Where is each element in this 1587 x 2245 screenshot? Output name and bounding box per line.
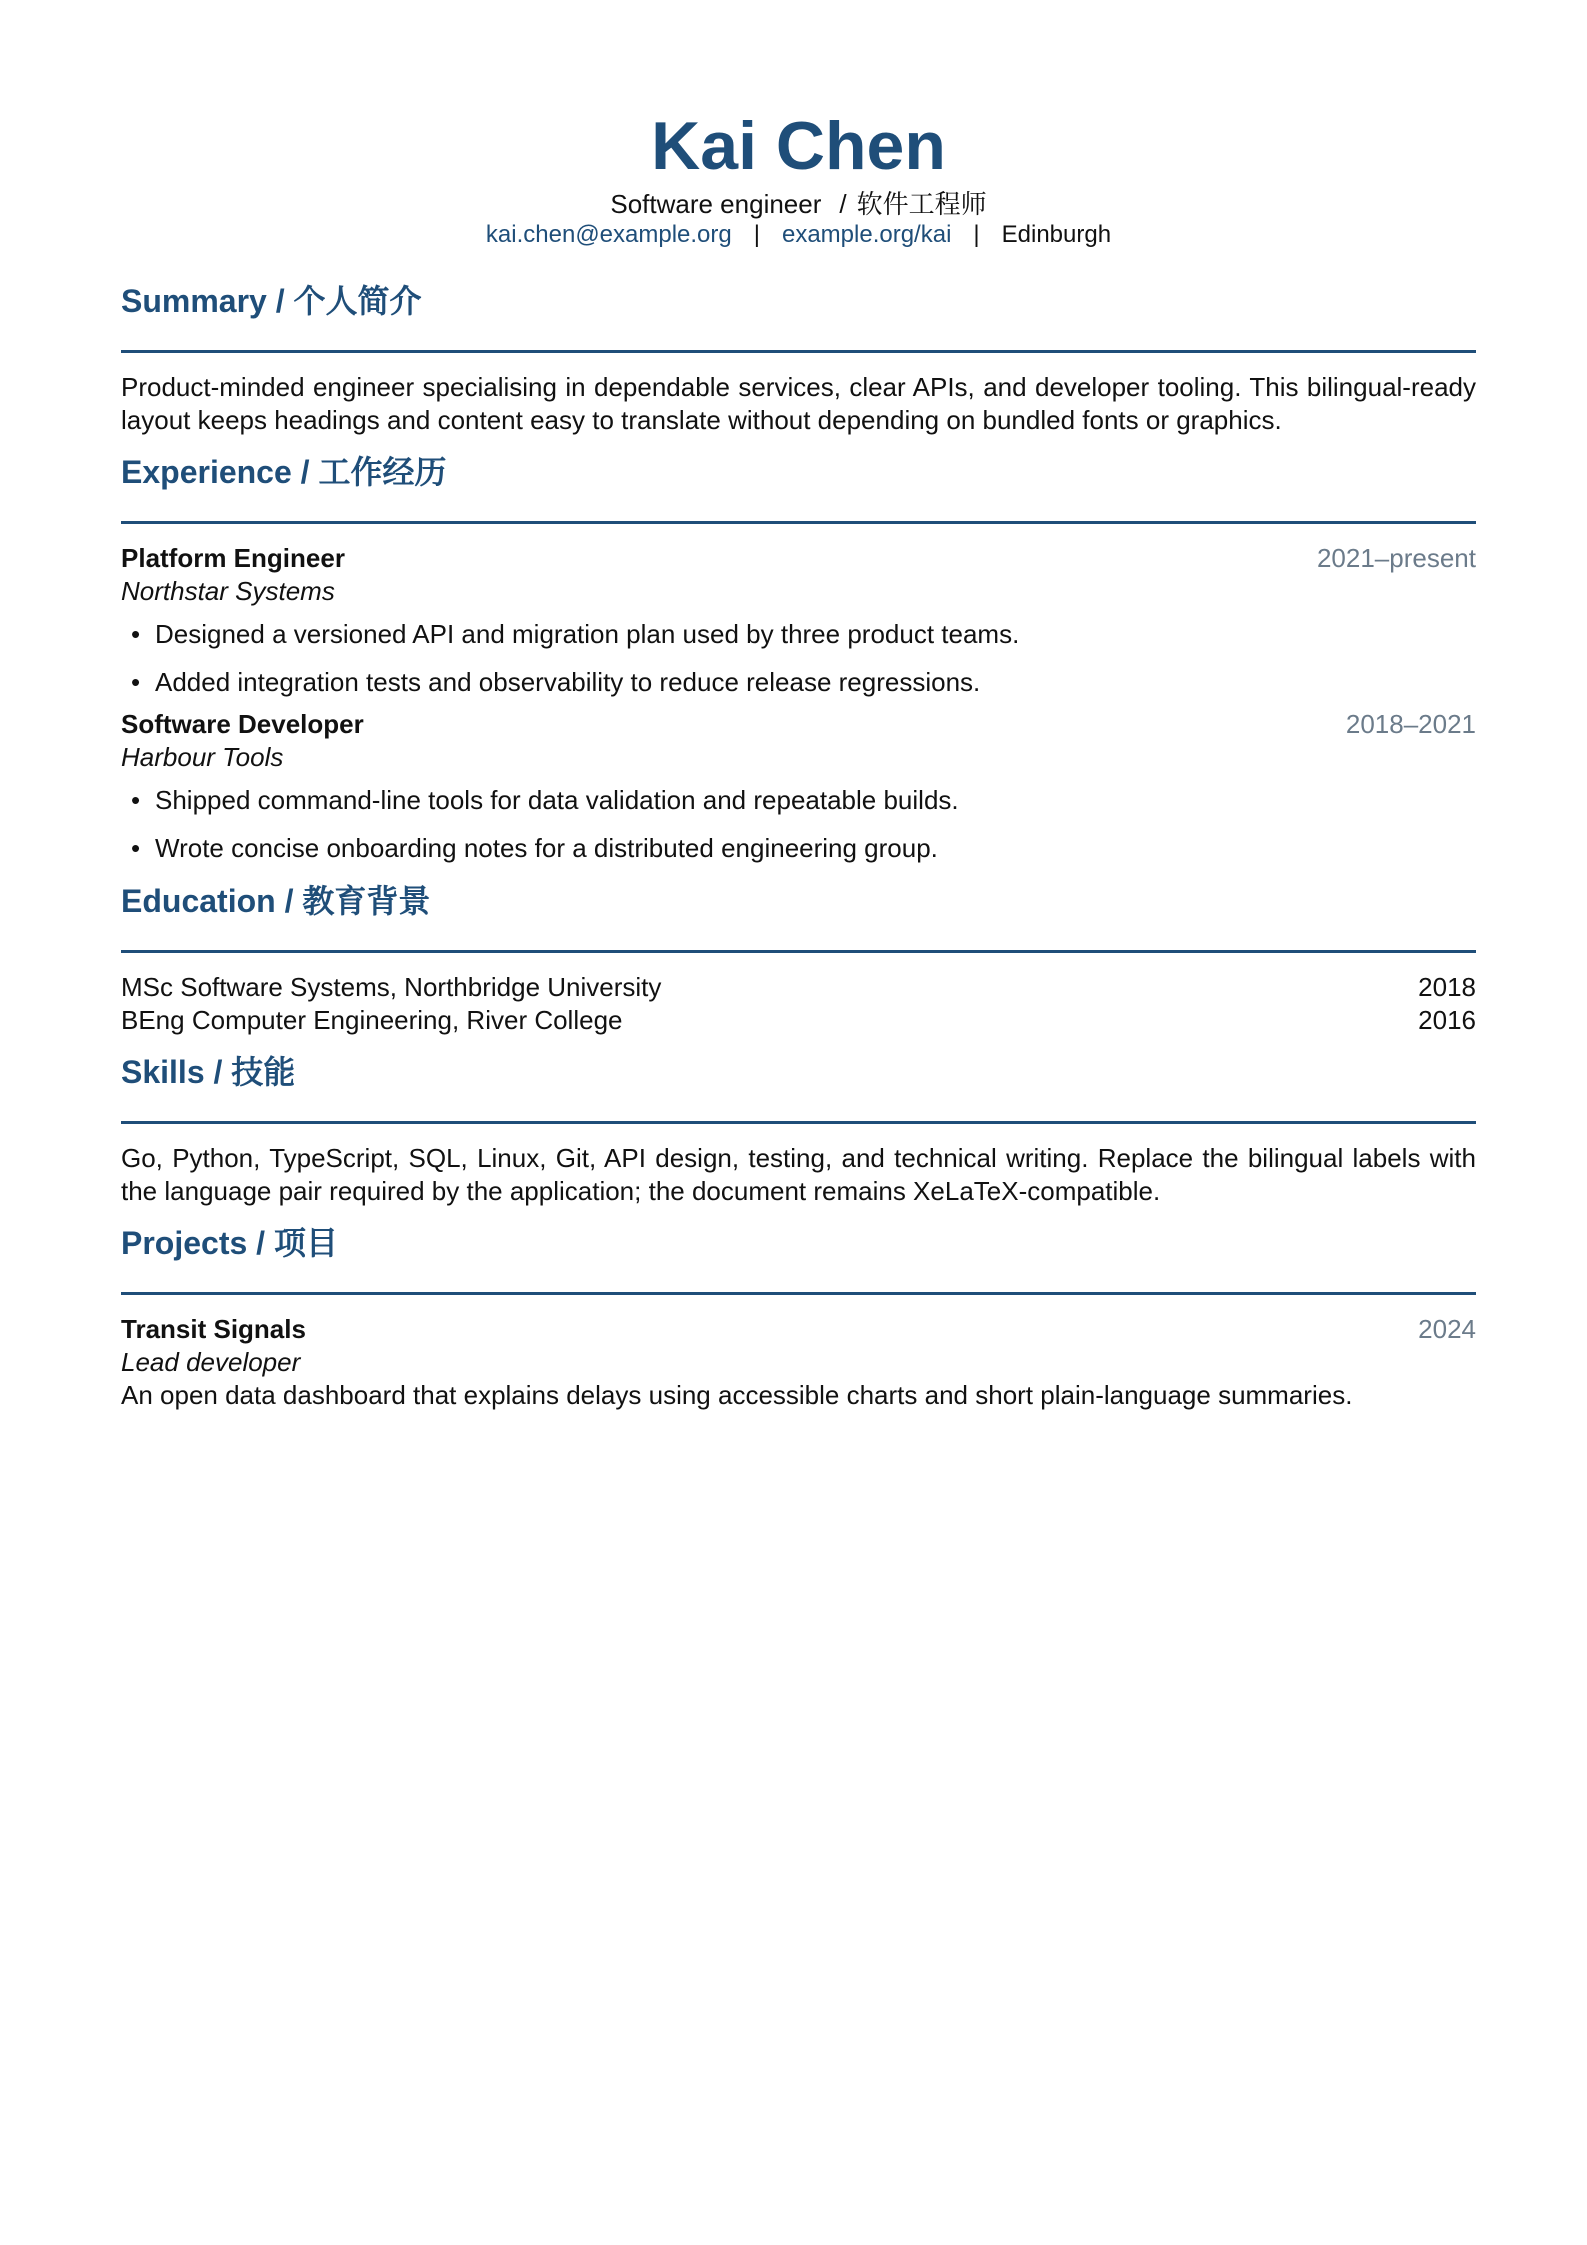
bullet-text: Wrote concise onboarding notes for a distributed engineering group. [155, 833, 938, 863]
bullet-item [121, 784, 1476, 817]
project-year: 2024 [1418, 1314, 1476, 1344]
project-role: Lead developer [121, 1347, 301, 1377]
education-heading: Education / 教育背景 [121, 883, 431, 919]
job-bullets [121, 784, 1476, 865]
website-link[interactable]: example.org/kai [781, 221, 952, 248]
job-entry [121, 708, 1476, 865]
education-degree: MSc Software Systems, Northbridge University [121, 972, 662, 1002]
skills-text: Go, Python, TypeScript, SQL, Linux, Git, API design, testing, and technical writing. Replace the bilingual labels with the language pair required by the application; the document remains XeLaTeX-compatible. [121, 1143, 1476, 1206]
section-divider [121, 350, 1476, 353]
resume-page [121, 0, 1476, 1412]
job-bullets [121, 618, 1476, 699]
contact-line [121, 220, 1476, 250]
project-header [121, 1313, 1476, 1346]
section-divider [121, 1121, 1476, 1124]
job-dates: 2021–present [1316, 543, 1476, 573]
bullet-dot: • [131, 833, 141, 863]
job-header [121, 542, 1476, 575]
job-title: Platform Engineer [121, 543, 345, 573]
education-row [121, 1004, 1476, 1037]
job-company: Harbour Tools [121, 742, 284, 772]
role-line [121, 188, 1476, 220]
bullet-dot: • [131, 667, 141, 697]
skills-heading: Skills / 技能 [121, 1054, 296, 1090]
education-section [121, 880, 1476, 1037]
education-year: 2018 [1418, 972, 1476, 1002]
resume-header [121, 0, 1476, 250]
bullet-item [121, 618, 1476, 651]
experience-heading: Experience / 工作经历 [121, 454, 447, 490]
job-company: Northstar Systems [121, 576, 335, 606]
summary-section [121, 280, 1476, 437]
education-row [121, 971, 1476, 1004]
summary-text: Product-minded engineer specialising in dependable services, clear APIs, and developer tooling. This bilingual-ready layout keeps headings and content easy to translate without depending on bundled fonts or graphics. [121, 372, 1476, 435]
projects-heading: Projects / 项目 [121, 1225, 338, 1261]
bullet-item [121, 832, 1476, 865]
skills-section [121, 1051, 1476, 1208]
experience-section [121, 451, 1476, 865]
role-zh: 软件工程师 [856, 189, 987, 219]
bullet-text: Added integration tests and observability to reduce release regressions. [155, 667, 981, 697]
email-link[interactable]: kai.chen@example.org [485, 221, 732, 248]
job-entry [121, 542, 1476, 699]
contact-divider: | [973, 221, 980, 248]
location: Edinburgh [1001, 221, 1112, 248]
project-name: Transit Signals [121, 1314, 306, 1344]
job-title: Software Developer [121, 709, 364, 739]
section-divider [121, 950, 1476, 953]
bullet-text: Shipped command-line tools for data validation and repeatable builds. [155, 785, 959, 815]
bullet-text: Designed a versioned API and migration plan used by three product teams. [155, 619, 1020, 649]
candidate-name: Kai Chen [651, 108, 946, 184]
project-description: An open data dashboard that explains delays using accessible charts and short plain-language summaries. [121, 1380, 1353, 1410]
bullet-dot: • [131, 619, 141, 649]
role-separator: / [839, 189, 847, 219]
projects-section [121, 1222, 1476, 1412]
project-entry [121, 1313, 1476, 1412]
job-header [121, 708, 1476, 741]
education-year: 2016 [1418, 1005, 1476, 1035]
role-en: Software engineer [610, 189, 822, 219]
education-degree: BEng Computer Engineering, River College [121, 1005, 623, 1035]
job-dates: 2018–2021 [1345, 709, 1476, 739]
bullet-item [121, 666, 1476, 699]
bullet-dot: • [131, 785, 141, 815]
contact-divider: | [753, 221, 760, 248]
section-divider [121, 1292, 1476, 1295]
summary-heading: Summary / 个人简介 [121, 283, 422, 319]
section-divider [121, 521, 1476, 524]
